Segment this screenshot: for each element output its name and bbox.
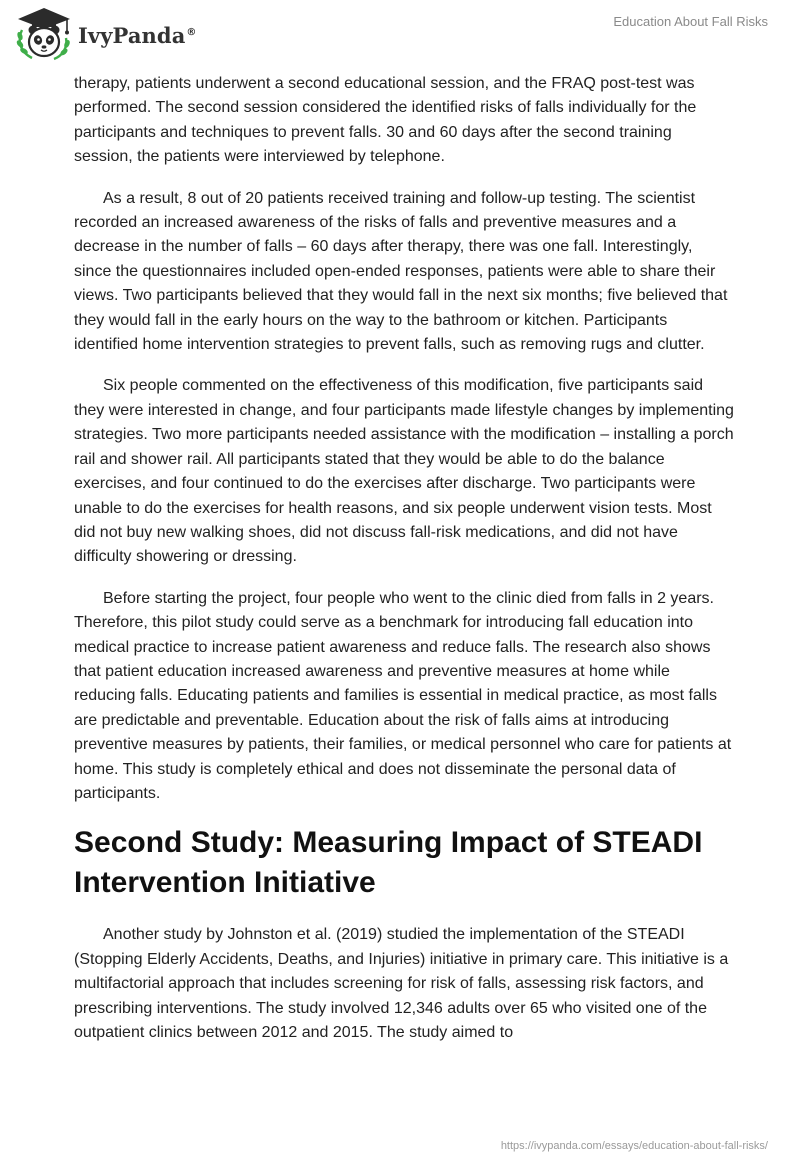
paragraph: Six people commented on the effectiveness of this modification, five participants said they were interested in change, and four participants made lifestyle changes by implementing strategies. Two more participants needed assistance with the modification – installing a porch rail and shower rail. All participants stated that they would be able to do the balance exercises, and four continued to do the exercises after discharge. Two participants were unable to do the exercises for health reasons, and six people underwent vision tests. Most did not buy new walking shoes, did not discuss fall-risk medications, and did not have difficulty showering or dressing. bbox=[74, 377, 734, 566]
section-heading: Second Study: Measuring Impact of STEADI Intervention Initiative bbox=[74, 826, 703, 900]
brand-logo[interactable] bbox=[14, 6, 197, 62]
brand-name: IvyPanda® bbox=[78, 22, 197, 48]
paragraph: Before starting the project, four people who went to the clinic died from falls in 2 years. Therefore, this pilot study could serve as a benchmark for introducing fall education into medical practice to increase patient awareness and reduce falls. The research also shows that patient education increased awareness and preventive measures at home while reducing falls. Educating patients and families is essential in medical practice, as most falls are predictable and preventable. Education about the risk of falls aims at introducing preventive measures by patients, their families, or medical personnel who care for patients at home. This study is completely ethical and does not disseminate the personal data of participants. bbox=[74, 589, 732, 802]
paragraph: Another study by Johnston et al. (2019) studied the implementation of the STEADI (Stopping Elderly Accidents, Deaths, and Injuries) initiative in primary care. This initiative is a multifactorial approach that includes screening for risk of falls, assessing risk factors, and prescribing interventions. The study involved 12,346 adults over 65 who visited one of the outpatient clinics between 2012 and 2015. The study aimed to bbox=[74, 926, 729, 1041]
source-url[interactable]: https://ivypanda.com/essays/education-about-fall-risks/ bbox=[500, 1140, 768, 1152]
article-body bbox=[74, 72, 734, 1062]
paragraph: As a result, 8 out of 20 patients received training and follow-up testing. The scientist recorded an increased awareness of the risks of falls and preventive measures and a decrease in the number of falls – 60 days after therapy, there was one fall. Interestingly, since the questionnaires included open-ended responses, patients were able to share their views. Two participants believed that they would fall in the next six months; five believed that they would fall in the early hours on the way to the bathroom or kitchen. Participants identified home intervention strategies to prevent falls, such as removing rugs and clutter. bbox=[74, 189, 728, 354]
paragraph: therapy, patients underwent a second educational session, and the FRAQ post-test was performed. The second session considered the identified risks of falls individually for the participants and techniques to prevent falls. 30 and 60 days after the second training session, the patients were interviewed by telephone. bbox=[74, 75, 697, 166]
document-title: Education About Fall Risks bbox=[613, 14, 768, 29]
panda-graduate-icon bbox=[14, 6, 74, 62]
page-header bbox=[0, 0, 800, 70]
registered-mark: ® bbox=[186, 26, 197, 38]
